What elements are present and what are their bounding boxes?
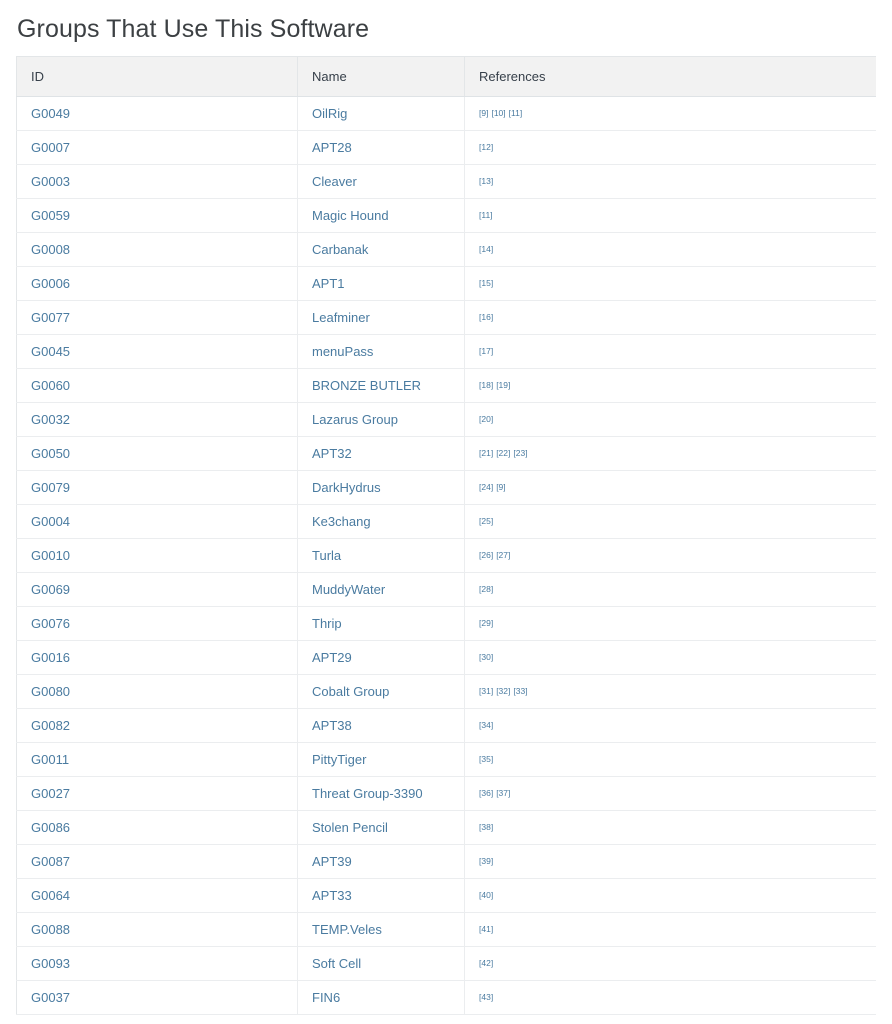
reference-list [479,142,493,152]
cell-references [465,165,877,199]
group-id-link[interactable]: G0077 [31,310,71,325]
cell-references [465,743,877,777]
cell-references [465,539,877,573]
reference-list [479,822,493,832]
reference-list [479,210,493,220]
cell-name [298,709,465,743]
reference-link[interactable]: [12] [479,142,494,152]
group-id-link[interactable]: G0045 [31,344,71,359]
cell-name [298,97,465,131]
reference-link[interactable]: [13] [479,176,494,186]
reference-list [479,890,493,900]
cell-name [298,369,465,403]
group-name-link[interactable]: DarkHydrus [312,480,381,495]
table-row [17,845,877,879]
cell-name [298,471,465,505]
table-row [17,981,877,1015]
reference-list [479,516,493,526]
table-body [17,97,877,1015]
table-row [17,97,877,131]
group-name-link[interactable]: Magic Hound [312,208,389,223]
column-header-references: References [465,57,877,97]
cell-id [17,947,298,981]
reference-link[interactable]: [33] [513,686,528,696]
cell-references [465,97,877,131]
cell-references [465,471,877,505]
cell-id [17,199,298,233]
cell-references [465,913,877,947]
reference-list [479,448,528,458]
group-id-link[interactable]: G0037 [31,990,71,1005]
group-name-link[interactable]: TEMP.Veles [312,922,382,937]
reference-link[interactable]: [28] [479,584,494,594]
cell-name [298,233,465,267]
cell-id [17,301,298,335]
cell-references [465,301,877,335]
cell-name [298,437,465,471]
group-id-link[interactable]: G0079 [31,480,71,495]
reference-list [479,380,510,390]
cell-id [17,131,298,165]
cell-references [465,607,877,641]
cell-name [298,811,465,845]
reference-list [479,550,510,560]
table-header [17,57,877,97]
table-row [17,199,877,233]
cell-references [465,845,877,879]
table-row [17,165,877,199]
group-id-link[interactable]: G0008 [31,242,71,257]
reference-list [479,584,493,594]
cell-name [298,165,465,199]
table-row [17,573,877,607]
reference-link[interactable]: [39] [479,856,494,866]
cell-name [298,913,465,947]
cell-name [298,777,465,811]
cell-references [465,267,877,301]
table-row [17,437,877,471]
reference-list [479,278,493,288]
cell-id [17,641,298,675]
group-name-link[interactable]: APT38 [312,718,352,733]
reference-link[interactable]: [15] [479,278,494,288]
cell-id [17,573,298,607]
reference-link[interactable]: [11] [479,210,493,220]
group-id-link[interactable]: G0069 [31,582,71,597]
group-id-link[interactable]: G0076 [31,616,71,631]
table-row [17,505,877,539]
table-row [17,709,877,743]
table-row [17,539,877,573]
cell-id [17,267,298,301]
cell-name [298,539,465,573]
table-row [17,233,877,267]
cell-name [298,641,465,675]
reference-list [479,414,493,424]
reference-list [479,176,493,186]
cell-id [17,471,298,505]
cell-id [17,845,298,879]
groups-table-container [16,56,876,1015]
cell-references [465,199,877,233]
cell-references [465,947,877,981]
table-row [17,607,877,641]
table-row [17,675,877,709]
reference-link[interactable]: [11] [508,108,523,118]
group-id-link[interactable]: G0088 [31,922,71,937]
table-row [17,777,877,811]
cell-name [298,947,465,981]
cell-id [17,913,298,947]
group-name-link[interactable]: APT29 [312,650,352,665]
cell-id [17,743,298,777]
page-title: Groups That Use This Software [17,15,370,43]
table-row [17,743,877,777]
column-header-name: Name [298,57,465,97]
group-name-link[interactable]: Cobalt Group [312,684,390,699]
reference-link[interactable]: [22] [496,448,511,458]
reference-link[interactable]: [43] [479,992,494,1002]
reference-link[interactable]: [34] [479,720,494,730]
reference-list [479,686,528,696]
reference-link[interactable]: [10] [491,108,506,118]
cell-id [17,505,298,539]
reference-list [479,992,493,1002]
reference-link[interactable]: [41] [479,924,494,934]
group-id-link[interactable]: G0086 [31,820,71,835]
reference-list [479,856,493,866]
group-id-link[interactable]: G0007 [31,140,71,155]
reference-link[interactable]: [37] [496,788,511,798]
cell-id [17,165,298,199]
group-id-link[interactable]: G0060 [31,378,71,393]
group-id-link[interactable]: G0093 [31,956,71,971]
group-id-link[interactable]: G0049 [31,106,71,121]
cell-name [298,403,465,437]
reference-link[interactable]: [14] [479,244,494,254]
group-name-link[interactable]: PittyTiger [312,752,367,767]
table-row [17,811,877,845]
table-row [17,369,877,403]
reference-link[interactable]: [9] [496,482,506,492]
cell-name [298,573,465,607]
reference-link[interactable]: [24] [479,482,494,492]
cell-name [298,131,465,165]
group-name-link[interactable]: Threat Group-3390 [312,786,423,801]
table-header-row [17,57,877,97]
group-name-link[interactable]: BRONZE BUTLER [312,378,422,393]
reference-link[interactable]: [19] [496,380,511,390]
cell-references [465,777,877,811]
group-name-link[interactable]: Stolen Pencil [312,820,388,835]
reference-list [479,720,493,730]
cell-references [465,369,877,403]
group-name-link[interactable]: MuddyWater [312,582,386,597]
cell-references [465,573,877,607]
group-id-link[interactable]: G0011 [31,752,70,767]
table-row [17,641,877,675]
cell-references [465,437,877,471]
cell-name [298,301,465,335]
reference-link[interactable]: [17] [479,346,494,356]
reference-link[interactable]: [40] [479,890,494,900]
cell-id [17,97,298,131]
cell-id [17,777,298,811]
cell-references [465,981,877,1015]
group-name-link[interactable]: APT28 [312,140,352,155]
cell-id [17,675,298,709]
group-name-link[interactable]: Carbanak [312,242,369,257]
group-name-link[interactable]: APT1 [312,276,345,291]
cell-id [17,403,298,437]
group-id-link[interactable]: G0032 [31,412,71,427]
cell-name [298,505,465,539]
reference-list [479,924,493,934]
cell-references [465,233,877,267]
group-id-link[interactable]: G0059 [31,208,71,223]
cell-name [298,607,465,641]
reference-link[interactable]: [30] [479,652,494,662]
group-id-link[interactable]: G0027 [31,786,71,801]
group-name-link[interactable]: Thrip [312,616,342,631]
reference-link[interactable]: [9] [479,108,489,118]
reference-link[interactable]: [16] [479,312,494,322]
cell-name [298,199,465,233]
reference-link[interactable]: [20] [479,414,494,424]
cell-id [17,369,298,403]
cell-name [298,981,465,1015]
reference-link[interactable]: [21] [479,448,494,458]
reference-link[interactable]: [31] [479,686,494,696]
reference-link[interactable]: [38] [479,822,494,832]
cell-id [17,335,298,369]
group-id-link[interactable]: G0064 [31,888,71,903]
table-row [17,947,877,981]
cell-references [465,641,877,675]
cell-name [298,879,465,913]
cell-id [17,879,298,913]
table-row [17,335,877,369]
reference-link[interactable]: [35] [479,754,494,764]
reference-list [479,346,493,356]
group-id-link[interactable]: G0006 [31,276,71,291]
group-id-link[interactable]: G0010 [31,548,71,563]
group-id-link[interactable]: G0080 [31,684,71,699]
reference-list [479,618,493,628]
group-name-link[interactable]: FIN6 [312,990,341,1005]
reference-list [479,244,493,254]
table-row [17,267,877,301]
table-row [17,403,877,437]
table-row [17,913,877,947]
cell-references [465,709,877,743]
group-name-link[interactable]: APT39 [312,854,352,869]
group-id-link[interactable]: G0050 [31,446,71,461]
reference-link[interactable]: [36] [479,788,494,798]
cell-id [17,437,298,471]
cell-references [465,131,877,165]
cell-id [17,539,298,573]
reference-list [479,652,493,662]
cell-id [17,811,298,845]
reference-link[interactable]: [29] [479,618,494,628]
reference-link[interactable]: [32] [496,686,511,696]
group-id-link[interactable]: G0082 [31,718,71,733]
cell-name [298,845,465,879]
reference-link[interactable]: [25] [479,516,494,526]
reference-link[interactable]: [23] [513,448,528,458]
group-name-link[interactable]: Lazarus Group [312,412,398,427]
cell-name [298,675,465,709]
group-id-link[interactable]: G0003 [31,174,71,189]
reference-list [479,754,493,764]
cell-references [465,879,877,913]
column-header-id: ID [17,57,298,97]
group-name-link[interactable]: APT33 [312,888,352,903]
table-row [17,131,877,165]
cell-references [465,675,877,709]
reference-list [479,108,522,118]
group-id-link[interactable]: G0016 [31,650,71,665]
group-name-link[interactable]: menuPass [312,344,374,359]
group-name-link[interactable]: OilRig [312,106,348,121]
cell-id [17,233,298,267]
table-row [17,471,877,505]
reference-link[interactable]: [18] [479,380,494,390]
group-id-link[interactable]: G0087 [31,854,71,869]
table-row [17,879,877,913]
cell-name [298,743,465,777]
cell-references [465,403,877,437]
cell-references [465,811,877,845]
group-name-link[interactable]: Leafminer [312,310,370,325]
group-name-link[interactable]: APT32 [312,446,352,461]
reference-link[interactable]: [42] [479,958,494,968]
reference-link[interactable]: [26] [479,550,494,560]
cell-references [465,505,877,539]
cell-references [465,335,877,369]
group-name-link[interactable]: Soft Cell [312,956,362,971]
reference-list [479,482,506,492]
group-name-link[interactable]: Cleaver [312,174,357,189]
reference-list [479,958,493,968]
group-name-link[interactable]: Turla [312,548,342,563]
group-name-link[interactable]: Ke3chang [312,514,371,529]
reference-list [479,312,493,322]
cell-id [17,981,298,1015]
cell-name [298,267,465,301]
table-row [17,301,877,335]
cell-id [17,709,298,743]
group-id-link[interactable]: G0004 [31,514,71,529]
cell-name [298,335,465,369]
groups-table [16,56,876,1015]
reference-list [479,788,510,798]
cell-id [17,607,298,641]
reference-link[interactable]: [27] [496,550,511,560]
